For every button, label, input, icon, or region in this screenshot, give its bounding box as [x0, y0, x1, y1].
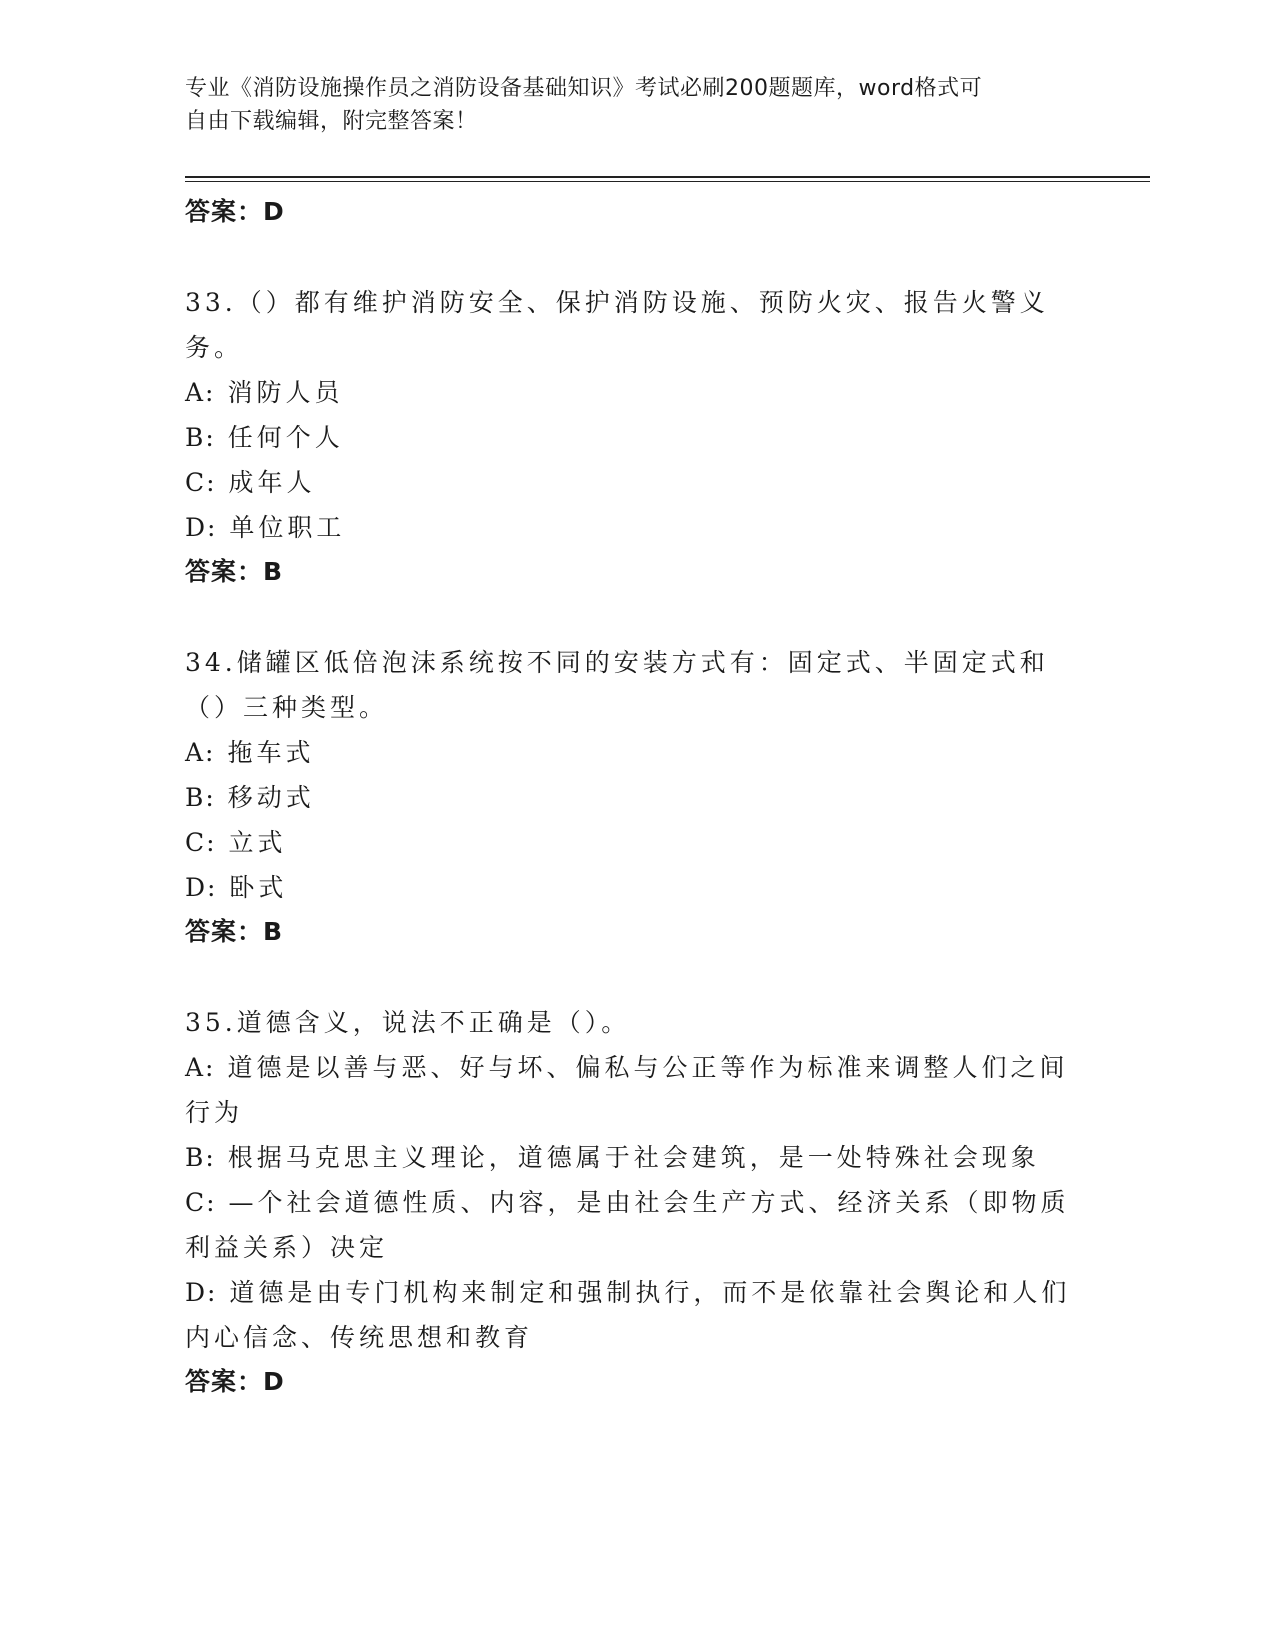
header-divider-thin: [185, 181, 1150, 182]
option-d: [185, 865, 1075, 910]
question-stem: 35.道德含义，说法不正确是（）。: [185, 1008, 631, 1037]
answer-line: [185, 910, 1085, 954]
option-key: D:: [185, 1278, 218, 1307]
option-key: C:: [185, 468, 217, 497]
answer-value: B: [263, 557, 284, 586]
answer-line: [185, 190, 1085, 234]
option-key: A:: [185, 1053, 216, 1082]
option-text: 根据马克思主义理论，道德属于社会建筑，是一处特殊社会现象: [227, 1143, 1040, 1172]
option-key: C:: [185, 828, 217, 857]
option-key: D:: [185, 873, 218, 902]
option-text: —个社会道德性质、内容，是由社会生产方式、经济关系（即物质利益关系）决定: [185, 1188, 1070, 1262]
option-c: [185, 820, 1075, 865]
spacer: [185, 954, 1085, 1000]
option-key: D:: [185, 513, 218, 542]
option-d: [185, 505, 1075, 550]
option-a: [185, 1045, 1075, 1135]
option-text: 道德是以善与恶、好与坏、偏私与公正等作为标准来调整人们之间行为: [185, 1053, 1069, 1127]
answer-label: 答案：: [185, 917, 264, 946]
question-stem: 33.（）都有维护消防安全、保护消防设施、预防火灾、报告火警义务。: [185, 288, 1049, 362]
option-text: 消防人员: [227, 378, 344, 407]
question-35: [185, 1000, 1085, 1404]
answer-label: 答案：: [185, 557, 264, 586]
option-key: A:: [185, 378, 216, 407]
option-text: 任何个人: [227, 423, 344, 452]
document-body: [185, 190, 1085, 1404]
header-line-2: 自由下载编辑，附完整答案！: [185, 109, 478, 134]
header-divider: [185, 176, 1150, 178]
option-c: [185, 1180, 1075, 1270]
header-line-1: 专业《消防设施操作员之消防设备基础知识》考试必刷200题题库，word格式可: [185, 76, 983, 101]
answer-value: B: [263, 917, 284, 946]
option-text: 拖车式: [227, 738, 315, 767]
answer-label: 答案：: [185, 1367, 264, 1396]
option-text: 单位职工: [229, 513, 346, 542]
option-b: [185, 415, 1075, 460]
option-key: C:: [185, 1188, 217, 1217]
page-header: [185, 72, 1065, 138]
option-key: A:: [185, 738, 216, 767]
answer-label: 答案：: [185, 197, 264, 226]
option-text: 道德是由专门机构来制定和强制执行，而不是依靠社会舆论和人们内心信念、传统思想和教育: [185, 1278, 1071, 1352]
spacer: [185, 594, 1085, 640]
option-text: 立式: [228, 828, 287, 857]
question-33: [185, 280, 1085, 594]
option-a: [185, 370, 1075, 415]
answer-value: D: [263, 1367, 285, 1396]
option-key: B:: [185, 1143, 216, 1172]
option-key: B:: [185, 783, 216, 812]
option-text: 成年人: [228, 468, 316, 497]
option-c: [185, 460, 1075, 505]
option-b: [185, 1135, 1075, 1180]
question-34: [185, 640, 1085, 954]
question-stem: 34.储罐区低倍泡沫系统按不同的安装方式有：固定式、半固定式和（）三种类型。: [185, 648, 1049, 722]
answer-value: D: [263, 197, 285, 226]
answer-line: [185, 550, 1085, 594]
answer-line: [185, 1360, 1085, 1404]
option-a: [185, 730, 1075, 775]
option-d: [185, 1270, 1075, 1360]
option-text: 卧式: [229, 873, 288, 902]
option-key: B:: [185, 423, 216, 452]
option-text: 移动式: [227, 783, 315, 812]
option-b: [185, 775, 1075, 820]
spacer: [185, 234, 1085, 280]
